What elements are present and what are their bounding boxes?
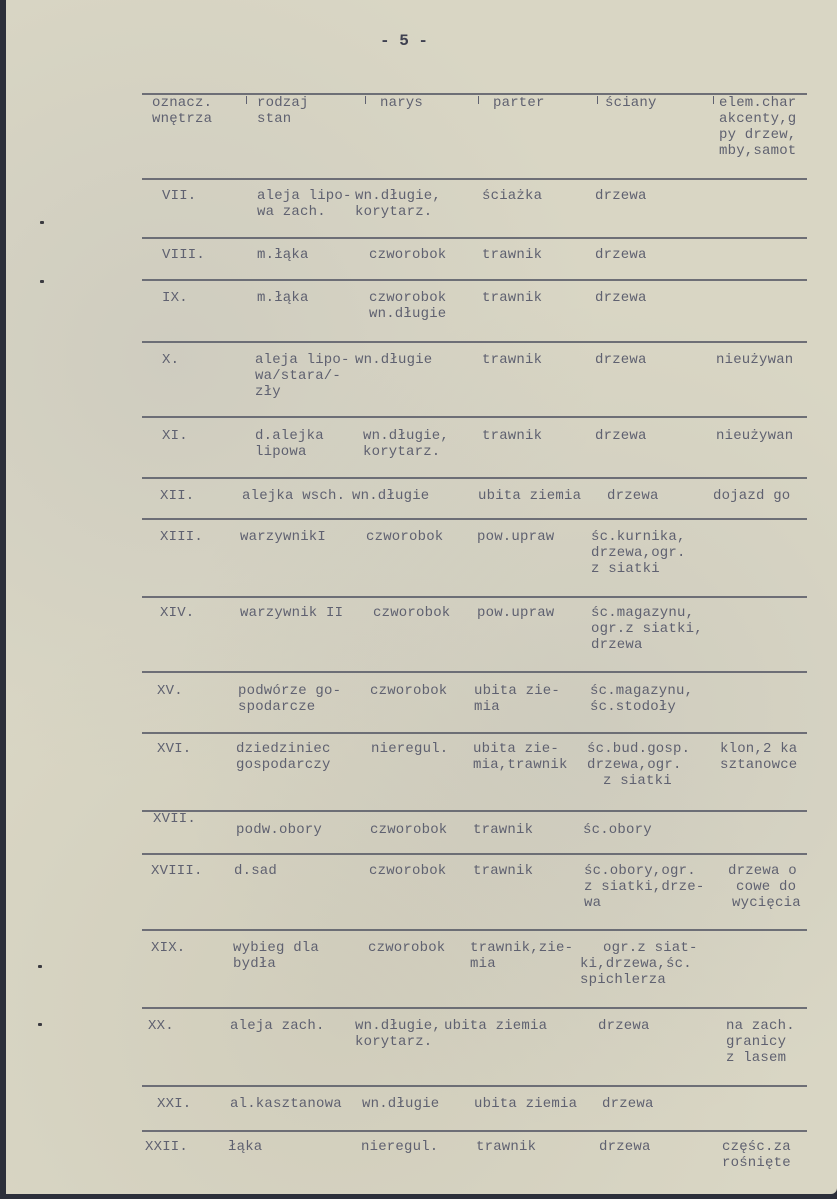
cell-parter: trawnik: [482, 290, 543, 306]
cell-sciany: drzewa: [599, 1139, 651, 1155]
row-id: XIV.: [160, 605, 195, 621]
header-top-rule: [142, 93, 807, 95]
cell-rodzaj: m.łąka: [257, 247, 309, 263]
row-rule: [142, 1130, 807, 1132]
cell-rodzaj: podw.obory: [236, 822, 323, 838]
cell-narys: czworobok: [370, 683, 448, 699]
row-rule: [142, 518, 807, 520]
cell-sciany: drzewa: [607, 488, 659, 504]
cell-narys: wn.długie: [355, 352, 433, 368]
cell-rodzaj: alejka wsch.: [242, 488, 346, 504]
row-id: XV.: [157, 683, 183, 699]
cell-sciany: drzewa: [595, 188, 647, 204]
cell-rodzaj: dziedziniec gospodarczy: [236, 741, 331, 773]
cell-rodzaj: aleja lipo- wa zach.: [257, 188, 352, 220]
row-id: XI.: [162, 428, 188, 444]
header-bottom-rule: [142, 178, 807, 180]
cell-narys: czworobok: [368, 940, 446, 956]
column-separator: [597, 96, 598, 104]
cell-rodzaj: d.alejka lipowa: [255, 428, 324, 460]
cell-sciany: śc.obory: [583, 822, 652, 838]
cell-parter: trawnik: [482, 352, 543, 368]
margin-speck: [38, 1023, 42, 1026]
cell-parter: ubita zie- mia: [474, 683, 561, 715]
row-id: XIII.: [160, 529, 204, 545]
header-parter: parter: [493, 95, 545, 111]
margin-speck: [40, 280, 44, 283]
cell-parter: ubita ziemia: [478, 488, 582, 504]
cell-sciany: drzewa: [598, 1018, 650, 1034]
cell-narys: czworobok: [373, 605, 451, 621]
cell-narys: wn.długie: [352, 488, 430, 504]
cell-rodzaj: wybieg dla bydła: [233, 940, 320, 972]
row-rule: [142, 237, 807, 239]
row-rule: [142, 853, 807, 855]
cell-elem: dojazd go: [713, 488, 791, 504]
row-id: IX.: [162, 290, 188, 306]
row-id: XVII.: [153, 811, 197, 827]
cell-sciany: śc.obory,ogr. z siatki,drze- wa: [584, 863, 705, 911]
cell-parter: ubita ziemia: [474, 1096, 578, 1112]
margin-speck: [38, 965, 42, 968]
row-rule: [142, 1007, 807, 1009]
header-elem: elem.char akcenty,g py drzew, mby,samot: [719, 95, 797, 159]
header-oznacz: oznacz. wnętrza: [152, 95, 213, 127]
cell-sciany: śc.magazynu, śc.stodoły: [590, 683, 694, 715]
cell-parter: ubita zie- mia,trawnik: [473, 741, 568, 773]
cell-narys: czworobok: [369, 247, 447, 263]
page-number: - 5 -: [380, 32, 429, 50]
cell-rodzaj: m.łąka: [257, 290, 309, 306]
cell-sciany: drzewa: [602, 1096, 654, 1112]
cell-elem: na zach. granicy z lasem: [726, 1018, 795, 1066]
row-rule: [142, 279, 807, 281]
row-rule: [142, 810, 807, 812]
cell-narys: czworobok: [369, 863, 447, 879]
cell-rodzaj: łąka: [228, 1139, 263, 1155]
column-separator: [478, 96, 479, 104]
cell-rodzaj: aleja lipo- wa/stara/- zły: [255, 352, 350, 400]
cell-narys: wn.długie, korytarz.: [363, 428, 450, 460]
row-rule: [142, 671, 807, 673]
column-separator: [713, 96, 714, 104]
cell-parter: trawnik: [482, 247, 543, 263]
cell-rodzaj: al.kasztanowa: [230, 1096, 342, 1112]
margin-speck: [40, 221, 44, 224]
row-id: XIX.: [151, 940, 186, 956]
cell-narys: nieregul.: [371, 741, 449, 757]
cell-sciany: drzewa: [595, 428, 647, 444]
row-id: XXII.: [145, 1139, 189, 1155]
cell-parter: trawnik,zie- mia: [470, 940, 574, 972]
cell-narys: nieregul.: [361, 1139, 439, 1155]
row-rule: [142, 341, 807, 343]
cell-narys: czworobok: [366, 529, 444, 545]
cell-parter: pow.upraw: [477, 605, 555, 621]
cell-rodzaj: warzywnikI: [240, 529, 327, 545]
row-id: XXI.: [157, 1096, 192, 1112]
cell-sciany: drzewa: [595, 352, 647, 368]
cell-elem: drzewa o cowe do wycięcia: [728, 863, 801, 911]
column-separator: [246, 96, 247, 104]
cell-sciany: drzewa: [595, 247, 647, 263]
cell-parter: pow.upraw: [477, 529, 555, 545]
cell-rodzaj: podwórze go- spodarcze: [238, 683, 342, 715]
cell-sciany: śc.kurnika, drzewa,ogr. z siatki: [591, 529, 686, 577]
cell-elem: nieużywan: [716, 352, 794, 368]
header-rodzaj: rodzaj stan: [257, 95, 309, 127]
row-id: VIII.: [162, 247, 206, 263]
row-rule: [142, 929, 807, 931]
row-rule: [142, 732, 807, 734]
cell-narys: czworobok wn.długie: [369, 290, 447, 322]
cell-narys: wn.długie: [362, 1096, 440, 1112]
cell-sciany: śc.bud.gosp. drzewa,ogr. z siatki: [587, 741, 691, 789]
cell-parter: trawnik: [482, 428, 543, 444]
cell-parter: trawnik: [476, 1139, 537, 1155]
cell-rodzaj: aleja zach.: [230, 1018, 325, 1034]
column-separator: [365, 96, 366, 104]
cell-sciany: śc.magazynu, ogr.z siatki, drzewa: [591, 605, 703, 653]
row-rule: [142, 1085, 807, 1087]
cell-elem: nieużywan: [716, 428, 794, 444]
row-id: XX.: [148, 1018, 174, 1034]
row-id: X.: [162, 352, 180, 368]
cell-parter: ubita ziemia: [444, 1018, 548, 1034]
cell-narys: wn.długie, korytarz.: [355, 1018, 442, 1050]
cell-parter: ściażka: [482, 188, 543, 204]
cell-rodzaj: warzywnik II: [240, 605, 344, 621]
header-sciany: ściany: [605, 95, 657, 111]
row-id: XVIII.: [151, 863, 203, 879]
cell-elem: klon,2 ka sztanowce: [720, 741, 798, 773]
cell-rodzaj: d.sad: [234, 863, 278, 879]
cell-sciany: drzewa: [595, 290, 647, 306]
row-id: XII.: [160, 488, 195, 504]
row-rule: [142, 477, 807, 479]
cell-parter: trawnik: [473, 863, 534, 879]
cell-narys: wn.długie, korytarz.: [355, 188, 442, 220]
row-rule: [142, 416, 807, 418]
row-id: XVI.: [157, 741, 192, 757]
cell-sciany: ogr.z siat- ki,drzewa,śc. spichlerza: [580, 940, 698, 988]
cell-elem: częśc.za rośnięte: [722, 1139, 791, 1171]
row-rule: [142, 596, 807, 598]
header-narys: narys: [380, 95, 424, 111]
cell-narys: czworobok: [370, 822, 448, 838]
row-id: VII.: [162, 188, 197, 204]
cell-parter: trawnik: [473, 822, 534, 838]
